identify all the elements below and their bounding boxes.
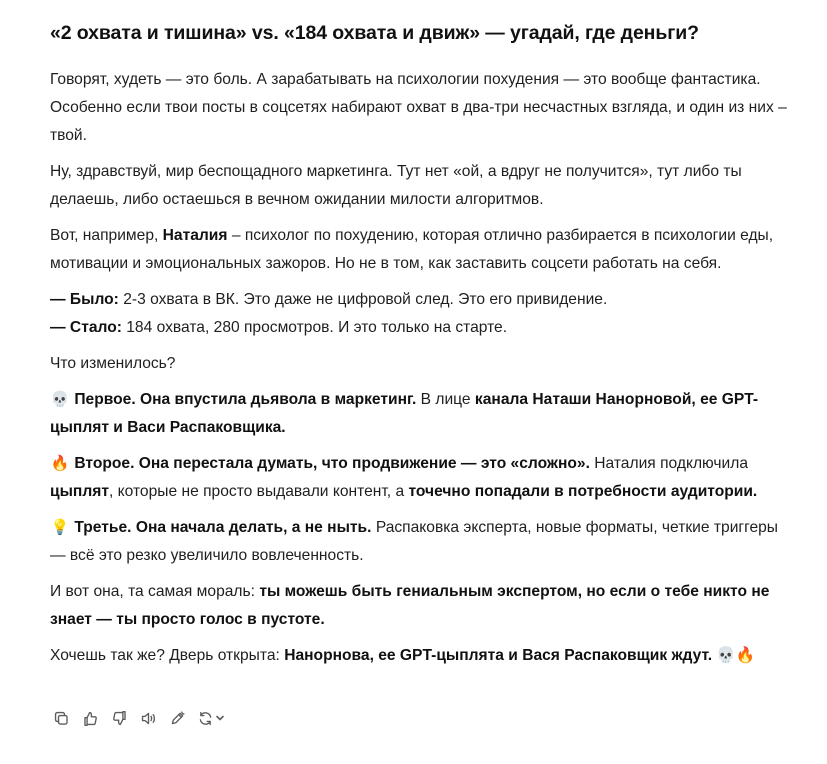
read-aloud-button[interactable] <box>139 708 157 728</box>
call-to-action: Хочешь так же? Дверь открыта: Нанорнова, ее GPT-цыплята и Вася Распаковщик ждут. 💀🔥 <box>50 647 756 664</box>
regenerate-button[interactable] <box>197 708 225 728</box>
message-actions-toolbar <box>52 708 225 728</box>
point-second: 🔥 Второе. Она перестала думать, что продвижение — это «сложно». Наталия подключила цыплят, которые не просто выдавали контент, а точечно попадали в потребности аудитории. <box>50 450 790 506</box>
paragraph-natalia: Вот, например, Наталия – психолог по похудению, которая отлично разбирается в психологии еды, мотивации и эмоциональных зажоров. Но не в том, как заставить соцсети работать на себя. <box>50 227 774 272</box>
chevron-down-icon <box>215 713 225 723</box>
before-label: — Было: <box>50 291 119 308</box>
skull-icon: 💀 <box>50 391 70 408</box>
read-aloud-icon <box>140 710 157 727</box>
copy-button[interactable] <box>52 708 70 728</box>
fire-icon: 🔥 <box>50 455 70 472</box>
before-after <box>50 286 790 342</box>
thumbs-down-icon <box>111 710 128 727</box>
cta-emojis: 💀🔥 <box>712 647 756 664</box>
before-text: 2-3 охвата в ВК. Это даже не цифровой след. Это его привидение. <box>118 291 608 308</box>
regenerate-icon <box>197 710 214 727</box>
question: Что изменилось? <box>50 355 176 372</box>
after-label: — Стало: <box>50 319 122 336</box>
edit-icon <box>169 710 186 727</box>
lightbulb-icon: 💡 <box>50 519 70 536</box>
paragraph-marketing: Ну, здравствуй, мир беспощадного маркетинга. Тут нет «ой, а вдруг не получится», тут либо ты делаешь, либо остаешься в вечном ожидании милости алгоритмов. <box>50 163 742 208</box>
copy-icon <box>53 710 70 727</box>
point-first: 💀 Первое. Она впустила дьявола в маркетинг. В лице канала Наташи Нанорновой, ее GPT-цыплят и Васи Распаковщика. <box>50 386 790 442</box>
thumbs-up-button[interactable] <box>81 708 99 728</box>
paragraph-intro: Говорят, худеть — это боль. А зарабатывать на психологии похудения — это вообще фантастика. Особенно если твои посты в соцсетях набирают охват в два-три несчастных взгляда, и один из них – твой. <box>50 71 787 144</box>
message-title: «2 охвата и тишина» vs. «184 охвата и движ» — угадай, где деньги? <box>50 22 699 44</box>
thumbs-up-icon <box>82 710 99 727</box>
thumbs-down-button[interactable] <box>110 708 128 728</box>
edit-button[interactable] <box>168 708 186 728</box>
point-third: 💡 Третье. Она начала делать, а не ныть. Распаковка эксперта, новые форматы, четкие триггеры — всё это резко увеличило вовлеченность. <box>50 514 790 570</box>
moral: И вот она, та самая мораль: ты можешь быть гениальным экспертом, но если о тебе никто не знает — ты просто голос в пустоте. <box>50 583 770 628</box>
after-text: 184 охвата, 280 просмотров. И это только на старте. <box>121 319 508 336</box>
